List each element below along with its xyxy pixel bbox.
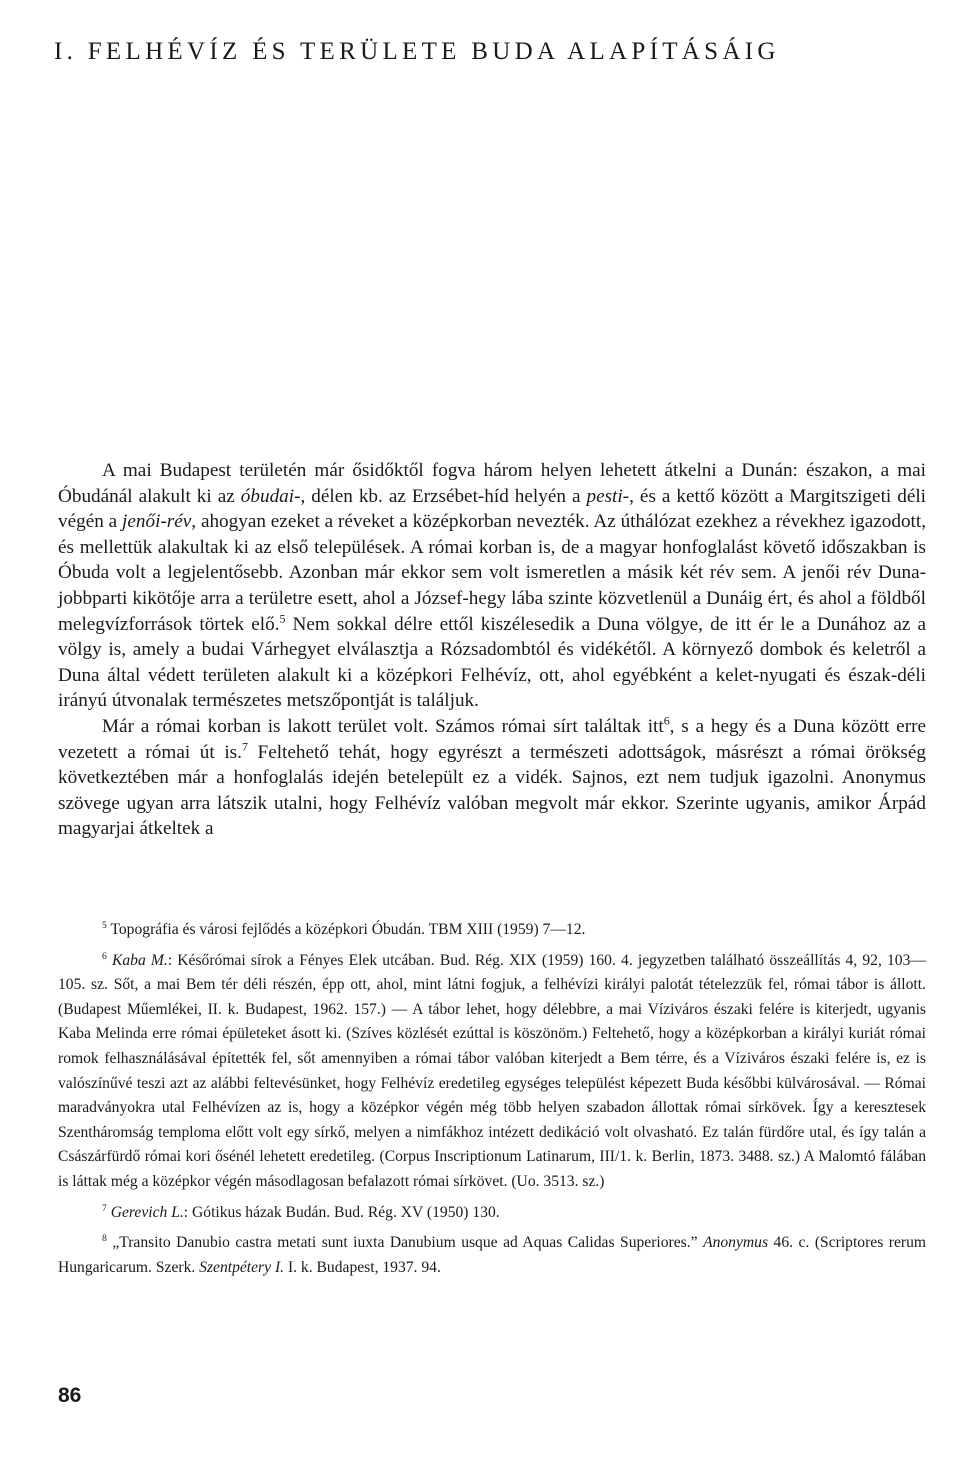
footnote-author: Gerevich L.	[110, 1203, 184, 1221]
italic-term: pesti-	[586, 485, 630, 507]
paragraph	[58, 458, 926, 714]
text-run: Már a római korban is lakott terület volt. Számos római sírt találtak itt	[102, 715, 664, 737]
footnote-text: I. k. Budapest, 1937. 94.	[284, 1258, 441, 1276]
footnote-mark: 6	[102, 950, 107, 962]
text-run: A mai Budapest területén már ősidőktől fogva három helyen lehetett átkelni a Dunán: északon, a mai Óbudánál alakult ki az	[58, 460, 926, 507]
footnote-editor: Szentpétery I.	[199, 1258, 285, 1276]
main-text	[58, 458, 926, 842]
footnote-ref: 6	[663, 713, 670, 728]
text-run: Nem sokkal délre ettől kiszélesedik a Duna völgye, de itt ér le a Dunához az a völgy is, amely a budai Várhegyet elválasztja a Rózsadombtól és vidékétől. A környező dombok és keletről a Duna által védett területen alakult ki a középkori Felhévíz, ott, ahol egyébként a kelet-nyugati és észak-déli irányú útvonalak természetes metszőpontját is találjuk.	[58, 613, 926, 712]
footnote-text: : Gótikus házak Budán. Bud. Rég. XV (1950) 130.	[183, 1203, 500, 1221]
footnote-text: 46. c. (Scriptores rerum Hungaricarum. Szerk.	[58, 1234, 926, 1276]
chapter-title: I. FELHÉVÍZ ÉS TERÜLETE BUDA ALAPÍTÁSÁIG	[54, 38, 780, 65]
text-run: , és a kettő között a Margitszigeti déli végén a	[58, 485, 927, 533]
footnote-author: Kaba M.	[111, 951, 168, 969]
footnote-ref: 5	[279, 611, 286, 626]
footnote-5	[58, 918, 926, 943]
footnote-mark: 5	[102, 919, 107, 931]
footnotes	[58, 918, 926, 1286]
italic-term: óbudai-	[240, 485, 301, 507]
footnote-7	[58, 1201, 926, 1226]
paragraph	[58, 714, 926, 842]
text-run: , s a hegy és a Duna között erre vezetett a római út is.	[58, 715, 926, 763]
text-run: , délen kb. az Erzsébet-híd helyén a	[300, 485, 587, 507]
footnote-mark: 7	[102, 1202, 107, 1214]
italic-term: jenői-rév	[122, 511, 192, 533]
footnote-8	[58, 1231, 926, 1280]
footnote-6	[58, 949, 926, 1195]
footnote-mark: 8	[102, 1232, 107, 1244]
footnote-author: Anonymus	[703, 1234, 769, 1252]
text-run: , ahogyan ezeket a réveket a középkorban nevezték. Az úthálózat ezekhez a révekhez igazodott, és mellettük alakultak ki az első települések. A római korban is, de a magyar honfoglalást követő időszakban is Óbuda volt a legjelentősebb. Azonban már ekkor sem volt ismeretlen a másik két rév sem. A jenői rév Duna-jobbparti kikötője arra a területre esett, ahol a József-hegy lába szinte közvetlenül a Dunáig ért, és ahol a földből melegvízforrások törtek elő.	[58, 511, 926, 635]
page-number: 86	[58, 1384, 82, 1407]
footnote-text: Topográfia és városi fejlődés a középkori Óbudán. TBM XIII (1959) 7—12.	[106, 921, 586, 938]
footnote-text: : Későrómai sírok a Fényes Elek utcában. Bud. Rég. XIX (1959) 160. 4. jegyzetben található összeállítás 4, 92, 103—105. sz. Sőt, a mai Bem tér déli részén, épp ott, ahol, mint látni fogjuk, a felhévízi királyi palotát tételezzük fel, római tábor is állott. (Budapest Műemlékei, II. k. Budapest, 1962. 157.) — A tábor lehet, hogy délebbre, a mai Víziváros északi felére is kiterjedt, ugyanis Kaba Melinda erre római épületeket ásott ki. (Szíves közlését ezúttal is köszönöm.) Feltehető, hogy a középkorban a királyi kuriát római romok felhasználásával építették fel, sőt amennyiben a római tábor valóban kiterjedt a Bem térre, és a Víziváros északi felére is, ez is valószínűvé teszi azt az alábbi feltevésünket, hogy Felhévíz eredetileg egységes települést képezett Buda későbbi külvárosával. — Római maradványokra utal Felhévízen az is, hogy a középkor végén még több helyen szabadon állottak római sírkövek. Így a keresztesek Szentháromság temploma előtt volt egy sírkő, melyen a nimfákhoz intézett dedikáció volt olvasható. Ez talán fürdőre utal, és így talán a Császárfürdő római kori ősénél lehetett eredetileg. (Corpus Inscriptionum Latinarum, III/1. k. Berlin, 1873. 3488. sz.) A Malomtó fálában is láttak még a középkor végén másodlagosan befalazott római sírkövet. (Uo. 3513. sz.)	[58, 951, 926, 1190]
footnote-ref: 7	[241, 739, 248, 754]
text-run: Feltehető tehát, hogy egyrészt a természeti adottságok, másrészt a római örökség következtében már a honfoglalás idején betelepült ez a vidék. Sajnos, ezt nem tudjuk igazolni. Anonymus szövege ugyan arra látszik utalni, hogy Felhévíz valóban megvolt már ekkor. Szerinte ugyanis, amikor Árpád magyarjai átkeltek a	[58, 741, 926, 840]
footnote-quote: „Transito Danubio castra metati sunt iuxta Danubium usque ad Aquas Calidas Superiores.”	[106, 1234, 698, 1252]
